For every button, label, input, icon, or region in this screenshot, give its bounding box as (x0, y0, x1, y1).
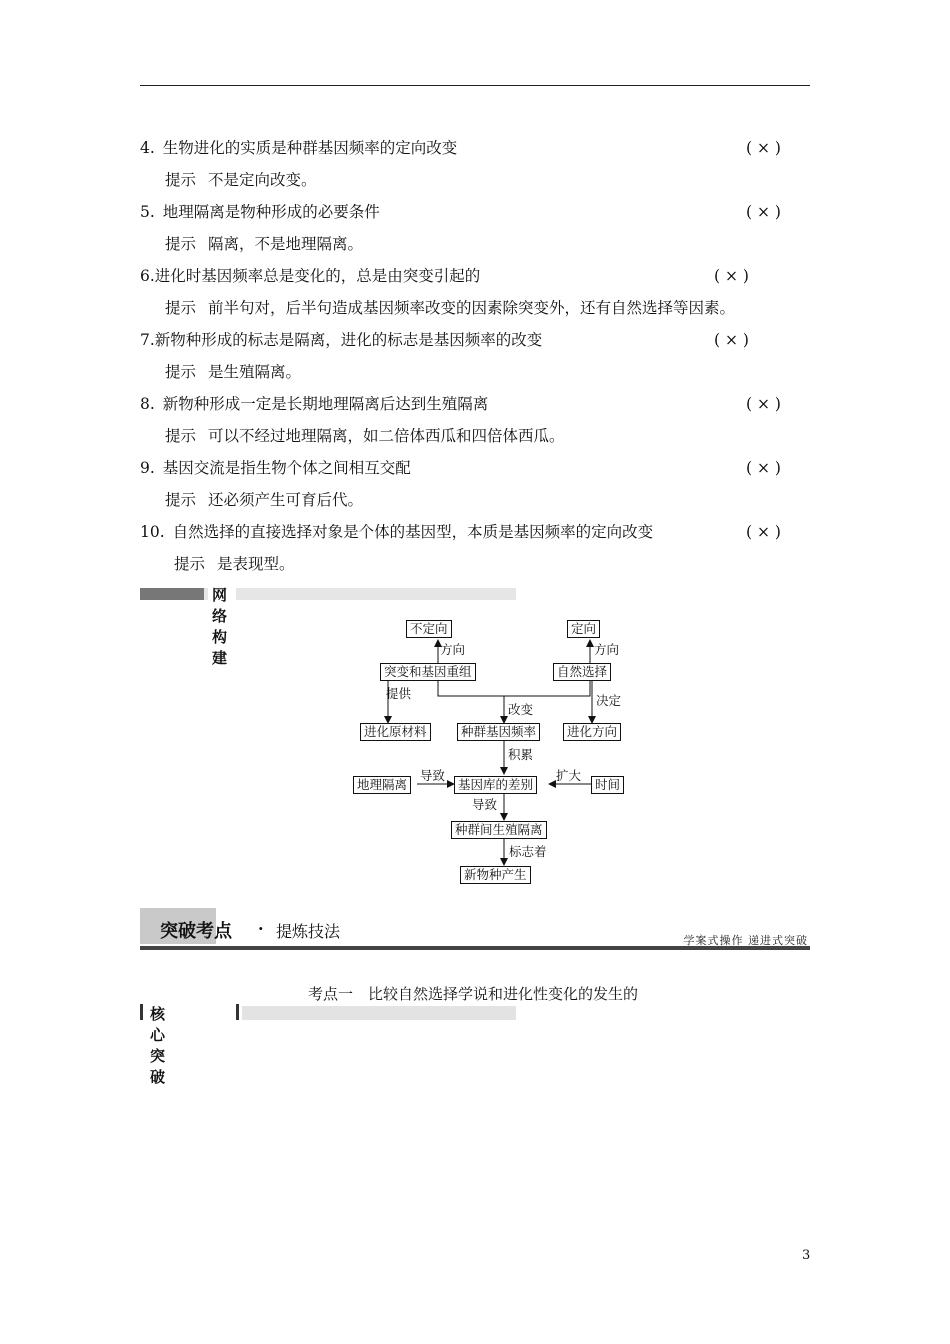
node-directed: 定向 (567, 620, 600, 638)
hint-8: 提示 可以不经过地理隔离，如二倍体西瓜和四倍体西瓜。 (165, 427, 565, 445)
question-5: 5. 地理隔离是物种形成的必要条件 (140, 203, 380, 221)
section-title: 突破考点 (160, 921, 232, 942)
node-new-species: 新物种产生 (460, 866, 531, 884)
concept-diagram (340, 612, 660, 892)
answer-mark-4: ( × ) (746, 139, 781, 157)
edge-label-marks: 标志着 (509, 844, 547, 859)
node-undirected: 不定向 (406, 620, 452, 638)
question-10: 10. 自然选择的直接选择对象是个体的基因型，本质是基因频率的定向改变 (140, 523, 654, 541)
edge-label-lead-2: 导致 (472, 797, 498, 812)
core-bar-gray (242, 1006, 516, 1020)
edge-label-decide: 决定 (596, 693, 622, 708)
edge-label-accumulate: 积累 (508, 747, 534, 762)
section-tagline: 学案式操作 递进式突破 (683, 934, 808, 947)
node-gene-frequency: 种群基因频率 (457, 723, 540, 741)
core-bar-right (236, 1004, 239, 1020)
core-bar-left (140, 1004, 143, 1020)
answer-mark-6: ( × ) (714, 267, 749, 285)
node-geographic-isolation: 地理隔离 (353, 776, 411, 794)
node-raw-material: 进化原材料 (360, 723, 431, 741)
hint-9: 提示 还必须产生可育后代。 (165, 491, 364, 509)
question-6: 6.进化时基因频率总是变化的，总是由突变引起的 (140, 267, 481, 285)
hint-4: 提示 不是定向改变。 (165, 171, 317, 189)
point-title: 考点一 比较自然选择学说和进化性变化的发生的 (308, 985, 639, 1003)
question-7: 7.新物种形成的标志是隔离，进化的标志是基因频率的改变 (140, 331, 543, 349)
hint-6: 提示 前半句对，后半句造成基因频率改变的因素除突变外，还有自然选择等因素。 (165, 299, 736, 317)
node-natural-selection: 自然选择 (553, 663, 611, 681)
network-title: 网络构建 (208, 584, 236, 668)
node-gene-pool-difference: 基因库的差别 (454, 776, 537, 794)
section-separator: · (258, 919, 264, 938)
node-reproductive-isolation: 种群间生殖隔离 (451, 821, 547, 839)
hint-5: 提示 隔离，不是地理隔离。 (165, 235, 364, 253)
edge-label-change: 改变 (508, 702, 534, 717)
question-8: 8. 新物种形成一定是长期地理隔离后达到生殖隔离 (140, 395, 489, 413)
heading-bar-light (204, 588, 516, 600)
page-number: 3 (802, 1248, 811, 1263)
heading-bar-dark (140, 588, 204, 600)
answer-mark-10: ( × ) (746, 523, 781, 541)
question-9: 9. 基因交流是指生物个体之间相互交配 (140, 459, 411, 477)
hint-10: 提示 是表现型。 (174, 555, 295, 573)
edge-label-provide: 提供 (386, 686, 412, 701)
core-title: 核心突破 (150, 1005, 168, 1086)
section-subtitle: 提炼技法 (276, 922, 341, 941)
header-rule (140, 85, 810, 86)
node-time: 时间 (591, 776, 624, 794)
node-evolution-direction: 进化方向 (563, 723, 621, 741)
edge-label-direction-2: 方向 (594, 642, 620, 657)
answer-mark-8: ( × ) (746, 395, 781, 413)
answer-mark-5: ( × ) (746, 203, 781, 221)
edge-label-direction-1: 方向 (440, 642, 466, 657)
question-4: 4. 生物进化的实质是种群基因频率的定向改变 (140, 139, 458, 157)
edge-label-lead-1: 导致 (420, 768, 446, 783)
edge-label-expand: 扩大 (556, 768, 582, 783)
node-mutation-recombination: 突变和基因重组 (380, 663, 476, 681)
hint-7: 提示 是生殖隔离。 (165, 363, 302, 381)
section-header (140, 908, 810, 952)
answer-mark-9: ( × ) (746, 459, 781, 477)
answer-mark-7: ( × ) (714, 331, 749, 349)
